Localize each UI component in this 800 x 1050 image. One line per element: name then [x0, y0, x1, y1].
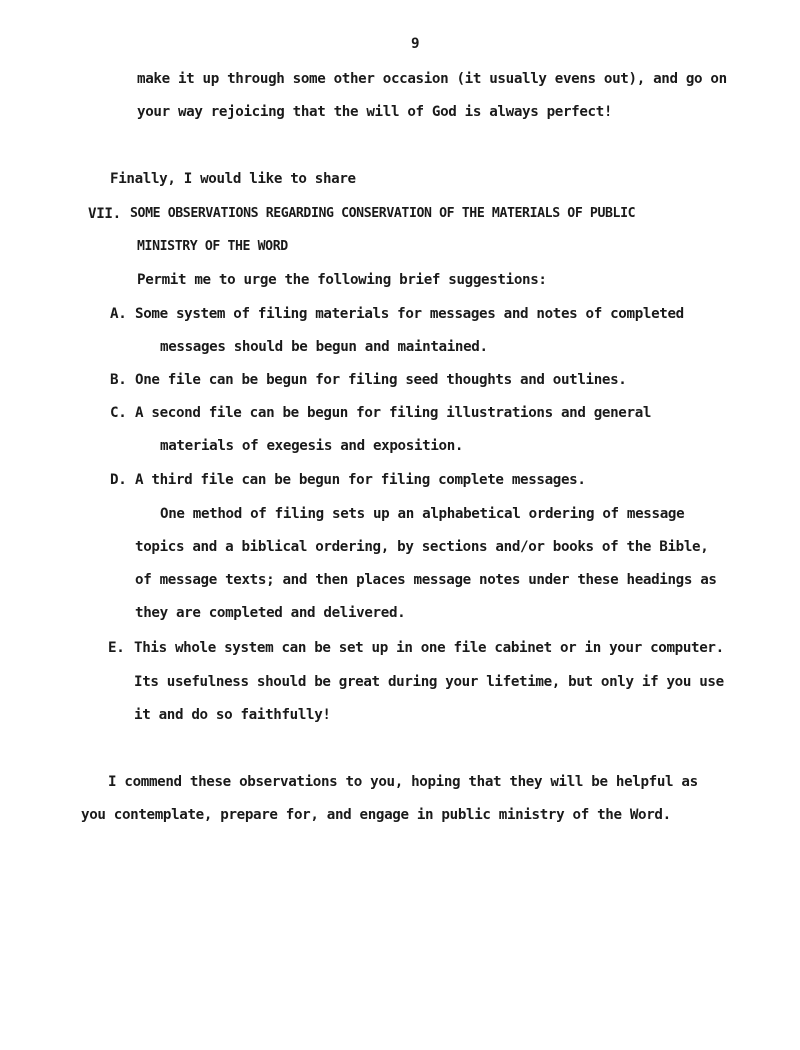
section-numeral: VII. — [88, 206, 121, 222]
item-a-letter: A. — [110, 306, 127, 322]
section-heading-line-1: SOME OBSERVATIONS REGARDING CONSERVATION OF THE MATERIALS OF PUBLIC — [130, 206, 636, 221]
item-d-paragraph-line-1: One method of filing sets up an alphabetical ordering of message — [160, 506, 685, 522]
item-c-line-1: A second file can be begun for filing illustrations and general — [135, 405, 652, 421]
item-e-line-1: This whole system can be set up in one file cabinet or in your computer. — [134, 640, 724, 656]
item-e-line-2: Its usefulness should be great during your lifetime, but only if you use — [134, 674, 724, 690]
item-d-paragraph-line-3: of message texts; and then places message notes under these headings as — [135, 572, 717, 588]
item-a-line-1: Some system of filing materials for messages and notes of completed — [135, 306, 684, 322]
item-a-line-2: messages should be begun and maintained. — [160, 339, 488, 355]
item-d-letter: D. — [110, 472, 127, 488]
item-c-letter: C. — [110, 405, 127, 421]
item-e-letter: E. — [108, 640, 125, 656]
item-d-paragraph-line-4: they are completed and delivered. — [135, 605, 406, 621]
continuation-line-1: make it up through some other occasion (it usually evens out), and go on — [137, 71, 727, 87]
closing-line-1: I commend these observations to you, hoping that they will be helpful as — [108, 774, 698, 790]
continuation-line-2: your way rejoicing that the will of God is always perfect! — [137, 104, 613, 120]
finally-line: Finally, I would like to share — [110, 171, 356, 187]
item-d-paragraph-line-2: topics and a biblical ordering, by sections and/or books of the Bible, — [135, 539, 709, 555]
item-e-line-3: it and do so faithfully! — [134, 707, 331, 723]
item-d-line-1: A third file can be begun for filing complete messages. — [135, 472, 586, 488]
section-intro: Permit me to urge the following brief suggestions: — [137, 272, 547, 288]
item-b-letter: B. — [110, 372, 127, 388]
closing-line-2: you contemplate, prepare for, and engage in public ministry of the Word. — [81, 807, 671, 823]
item-b-line-1: One file can be begun for filing seed thoughts and outlines. — [135, 372, 627, 388]
page-number: 9 — [411, 36, 420, 52]
section-heading-line-2: MINISTRY OF THE WORD — [137, 239, 288, 254]
item-c-line-2: materials of exegesis and exposition. — [160, 438, 464, 454]
